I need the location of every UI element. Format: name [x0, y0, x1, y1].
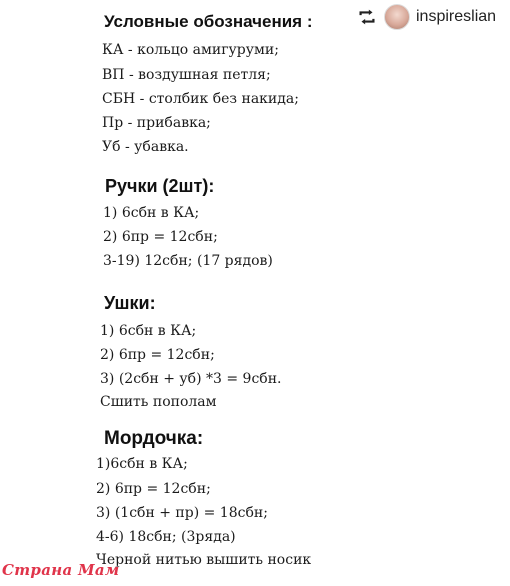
section-title-ears: Ушки:	[104, 293, 156, 313]
section-row: 2) 6пр = 12сбн;	[103, 229, 218, 245]
section-row: 1) 6сбн в КА;	[103, 205, 200, 221]
legend-item: КА - кольцо амигуруми;	[102, 42, 279, 58]
section-row: 2) 6пр = 12сбн;	[96, 481, 211, 497]
section-row: 1)6сбн в КА;	[96, 456, 188, 472]
section-row: 1) 6сбн в КА;	[100, 323, 197, 339]
section-row: 3) (2сбн + уб) *3 = 9сбн.	[100, 371, 282, 387]
section-row: Черной нитью вышить носик	[96, 552, 312, 568]
legend-item: Уб - убавка.	[102, 139, 189, 155]
repost-username[interactable]: inspireslian	[416, 8, 497, 25]
section-row: 3-19) 12сбн; (17 рядов)	[103, 253, 273, 269]
repost-header	[356, 4, 496, 30]
section-title-muzzle: Мордочка:	[104, 428, 204, 449]
legend-item: ВП - воздушная петля;	[102, 67, 271, 83]
legend-item: СБН - столбик без накида;	[102, 91, 299, 107]
repost-icon	[356, 6, 378, 28]
section-title-handles: Ручки (2шт):	[105, 176, 215, 196]
legend-item: Пр - прибавка;	[102, 115, 211, 131]
avatar[interactable]	[384, 4, 410, 30]
section-row: Сшить пополам	[100, 394, 217, 410]
section-row: 2) 6пр = 12сбн;	[100, 347, 215, 363]
section-row: 4-6) 18сбн; (3ряда)	[96, 529, 236, 545]
section-row: 3) (1сбн + пр) = 18сбн;	[96, 505, 268, 521]
legend-title: Условные обозначения :	[104, 12, 313, 31]
watermark: Страна Мам	[2, 561, 120, 579]
